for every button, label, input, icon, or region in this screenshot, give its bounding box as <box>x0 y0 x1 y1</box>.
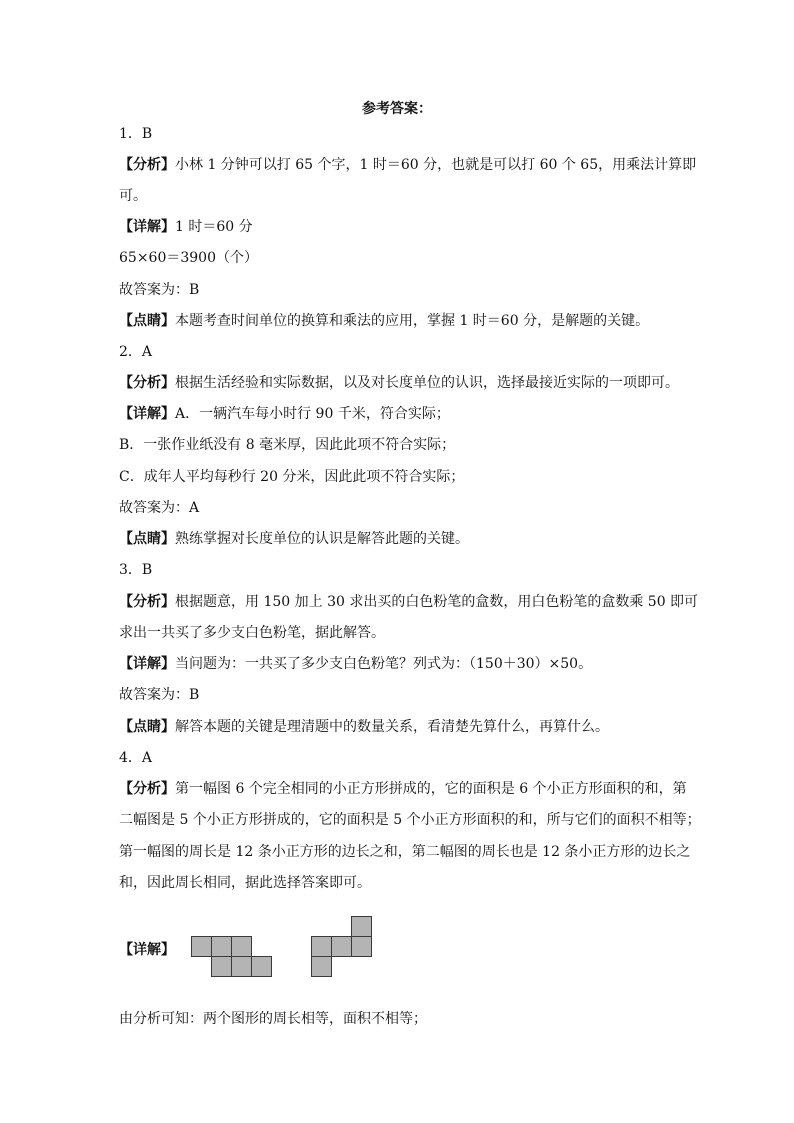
q1-comment <box>119 312 689 330</box>
q4-detail-tag: 【详解】 <box>119 942 175 958</box>
detail-tag: 【详解】 <box>119 406 175 422</box>
q2-detail <box>119 405 689 423</box>
q3-analysis-text-2: 求出一共买了多少支白色粉笔，据此解答。 <box>119 625 385 641</box>
q2-analysis-text: 根据生活经验和实际数据，以及对长度单位的认识，选择最接近实际的一项即可。 <box>175 375 679 391</box>
q4-number: 4．A <box>119 750 153 766</box>
q2-answer: 故答案为：A <box>119 500 200 516</box>
comment-tag: 【点睛】 <box>119 531 175 547</box>
figure-shape-2 <box>310 915 374 979</box>
comment-tag: 【点睛】 <box>119 313 175 329</box>
q2-detail-c: C．成年人平均每秒行 20 分米，因此此项不符合实际； <box>119 469 465 485</box>
q2-comment-text: 熟练掌握对长度单位的认识是解答此题的关键。 <box>175 531 469 547</box>
unit-square <box>312 937 332 957</box>
figure-shape-1 <box>190 935 274 979</box>
q3-analysis-text-1: 根据题意，用 150 加上 30 求出买的白色粉笔的盒数，用白色粉笔的盒数乘 50 即可 <box>175 594 699 610</box>
q2-detail-b: B．一张作业纸没有 8 毫米厚，因此此项不符合实际； <box>119 437 456 453</box>
q1-number: 1．B <box>119 126 153 142</box>
unit-square <box>352 937 372 957</box>
q4-analysis <box>119 780 689 798</box>
analysis-tag: 【分析】 <box>119 375 175 391</box>
q1-detail-text-1: 1 时＝60 分 <box>175 219 253 235</box>
q3-answer: 故答案为：B <box>119 687 200 703</box>
unit-square <box>212 937 232 957</box>
page-title: 参考答案： <box>362 101 432 117</box>
q3-detail-text: 当问题为：一共买了多少支白色粉笔？列式为：（150＋30）×50。 <box>175 656 593 672</box>
analysis-tag: 【分析】 <box>119 157 175 173</box>
unit-square <box>232 937 252 957</box>
unit-square <box>312 957 332 977</box>
q2-number: 2．A <box>119 344 153 360</box>
q1-comment-text: 本题考查时间单位的换算和乘法的应用，掌握 1 时＝60 分，是解题的关键。 <box>175 313 650 329</box>
q1-analysis-text-1: 小林 1 分钟可以打 65 个字，1 时＝60 分，也就是可以打 60 个 65，用乘法计算即 <box>175 157 697 173</box>
unit-square <box>192 937 212 957</box>
detail-tag: 【详解】 <box>119 219 175 235</box>
q1-analysis <box>119 156 697 174</box>
unit-square <box>352 917 372 937</box>
unit-square <box>212 957 232 977</box>
q1-detail <box>119 218 689 236</box>
q4-analysis-text-1: 第一幅图 6 个完全相同的小正方形拼成的，它的面积是 6 个小正方形面积的和，第 <box>175 781 687 797</box>
q4-analysis-text-4: 和，因此周长相同，据此选择答案即可。 <box>119 875 371 891</box>
q1-answer: 故答案为：B <box>119 282 200 298</box>
unit-square <box>252 957 272 977</box>
q3-analysis <box>119 593 699 611</box>
q4-analysis-text-3: 第一幅图的周长是 12 条小正方形的边长之和，第二幅图的周长也是 12 条小正方形的边长之 <box>119 844 691 860</box>
q4-conclusion: 由分析可知：两个图形的周长相等，面积不相等； <box>119 1011 427 1027</box>
q3-comment <box>119 718 689 736</box>
q3-comment-text: 解答本题的关键是理清题中的数量关系，看清楚先算什么，再算什么。 <box>175 719 609 735</box>
unit-square <box>232 957 252 977</box>
q4-analysis-text-2: 二幅图是 5 个小正方形拼成的，它的面积是 5 个小正方形面积的和，所与它们的面积不相等； <box>119 812 701 828</box>
analysis-tag: 【分析】 <box>119 594 175 610</box>
q2-detail-a: A．一辆汽车每小时行 90 千米，符合实际； <box>175 406 450 422</box>
detail-tag: 【详解】 <box>119 656 175 672</box>
analysis-tag: 【分析】 <box>119 781 175 797</box>
q1-analysis-text-2: 可。 <box>119 188 147 204</box>
q2-comment <box>119 530 689 548</box>
comment-tag: 【点睛】 <box>119 719 175 735</box>
q1-detail-text-2: 65×60＝3900（个） <box>119 250 258 266</box>
q3-number: 3．B <box>119 562 153 578</box>
q3-detail <box>119 655 689 673</box>
unit-square <box>332 937 352 957</box>
q2-analysis <box>119 374 689 392</box>
